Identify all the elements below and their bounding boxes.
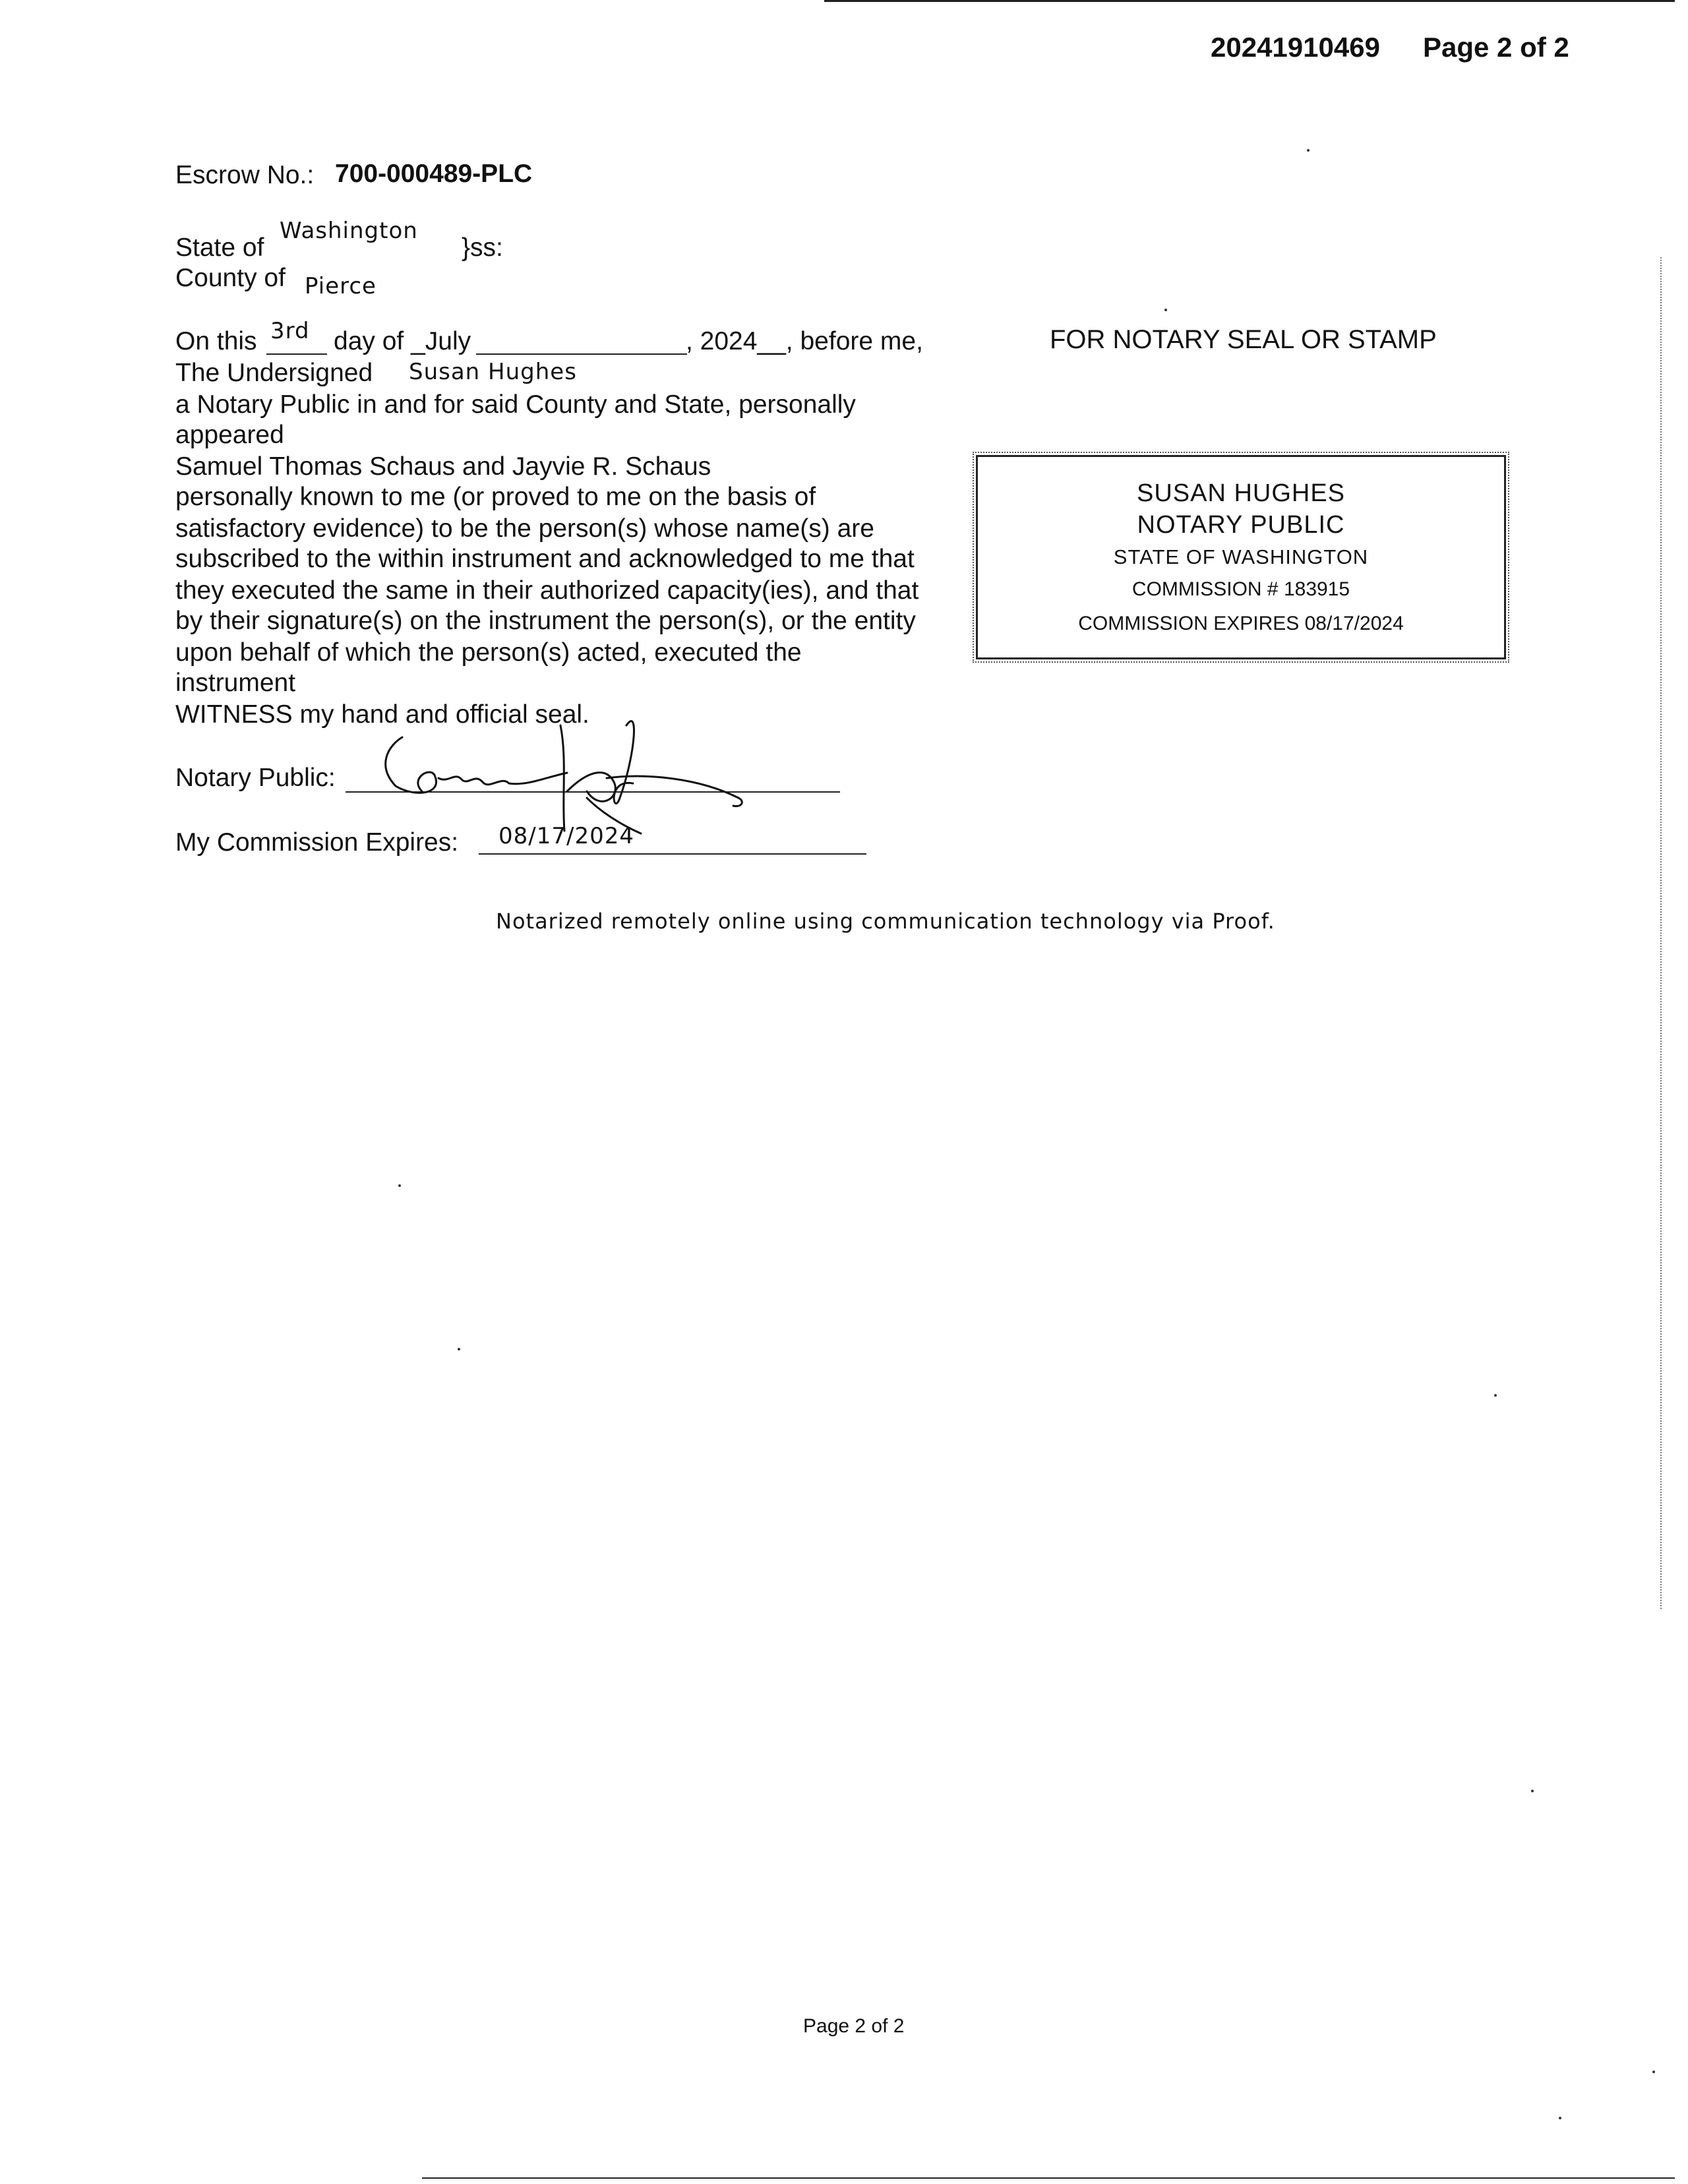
witness-line: WITNESS my hand and official seal. xyxy=(175,700,589,729)
month-underline xyxy=(476,353,687,355)
speck xyxy=(458,1348,460,1350)
stamp-title: NOTARY PUBLIC xyxy=(1137,511,1345,539)
parties-names: Samuel Thomas Schaus and Jayvie R. Schaus xyxy=(175,452,711,481)
notary-stamp xyxy=(976,455,1506,659)
footer-page-label: Page 2 of 2 xyxy=(803,2015,905,2037)
on-this-label: On this xyxy=(175,327,257,355)
year-text: , 2024__, before me, xyxy=(686,327,923,355)
top-scan-edge xyxy=(824,0,1675,2)
notary-name: Susan Hughes xyxy=(409,359,577,385)
ss-bracket: }ss: xyxy=(462,233,503,262)
escrow-label: Escrow No.: xyxy=(175,161,315,189)
speck xyxy=(1494,1394,1497,1397)
document-number: 20241910469 xyxy=(1211,32,1380,63)
day-of-month: day of _July xyxy=(334,327,471,355)
notary-signature xyxy=(369,699,765,837)
county-label: County of xyxy=(175,264,286,292)
header-page-label: Page 2 of 2 xyxy=(1423,32,1569,63)
ack-line-9: they executed the same in their authorized capacity(ies), and that xyxy=(175,576,919,605)
speck xyxy=(1307,149,1310,152)
speck xyxy=(1164,309,1167,311)
ack-line-10: by their signature(s) on the instrument the person(s), or the entity xyxy=(175,607,916,635)
day-underline xyxy=(266,353,327,355)
stamp-name: SUSAN HUGHES xyxy=(1136,479,1346,507)
undersigned-label: The Undersigned xyxy=(175,359,373,387)
state-value: Washington xyxy=(280,218,418,244)
seal-heading: FOR NOTARY SEAL OR STAMP xyxy=(1050,325,1437,354)
speck xyxy=(398,1184,401,1187)
right-edge-artifact xyxy=(1660,257,1662,1609)
ack-line-12: instrument xyxy=(175,669,296,697)
remote-notarization-note: Notarized remotely online using communication technology via Proof. xyxy=(496,909,1275,934)
day-value: 3rd xyxy=(270,318,310,344)
ack-line-6: personally known to me (or proved to me on the basis of xyxy=(175,483,816,511)
stamp-state: STATE OF WASHINGTON xyxy=(1113,545,1369,568)
commission-underline xyxy=(479,853,866,855)
ack-line-3: a Notary Public in and for said County and State, personally xyxy=(175,390,856,419)
bottom-scan-edge xyxy=(422,2177,1675,2179)
commission-value: 08/17/2024 xyxy=(498,823,634,849)
stamp-commission: COMMISSION # 183915 xyxy=(1131,578,1350,600)
commission-label: My Commission Expires: xyxy=(175,828,459,857)
ack-line-4: appeared xyxy=(175,421,284,449)
speck xyxy=(1559,2117,1561,2119)
speck xyxy=(1531,1790,1534,1792)
stamp-expires: COMMISSION EXPIRES 08/17/2024 xyxy=(1078,613,1404,634)
notary-public-label: Notary Public: xyxy=(175,764,336,792)
speck xyxy=(1652,2071,1655,2073)
state-label: State of xyxy=(175,233,264,262)
ack-line-8: subscribed to the within instrument and acknowledged to me that xyxy=(175,545,915,573)
ack-line-11: upon behalf of which the person(s) acted, executed the xyxy=(175,638,802,667)
county-value: Pierce xyxy=(305,273,377,299)
escrow-number: 700-000489-PLC xyxy=(335,160,533,188)
ack-line-7: satisfactory evidence) to be the person(s) whose name(s) are xyxy=(175,514,874,543)
